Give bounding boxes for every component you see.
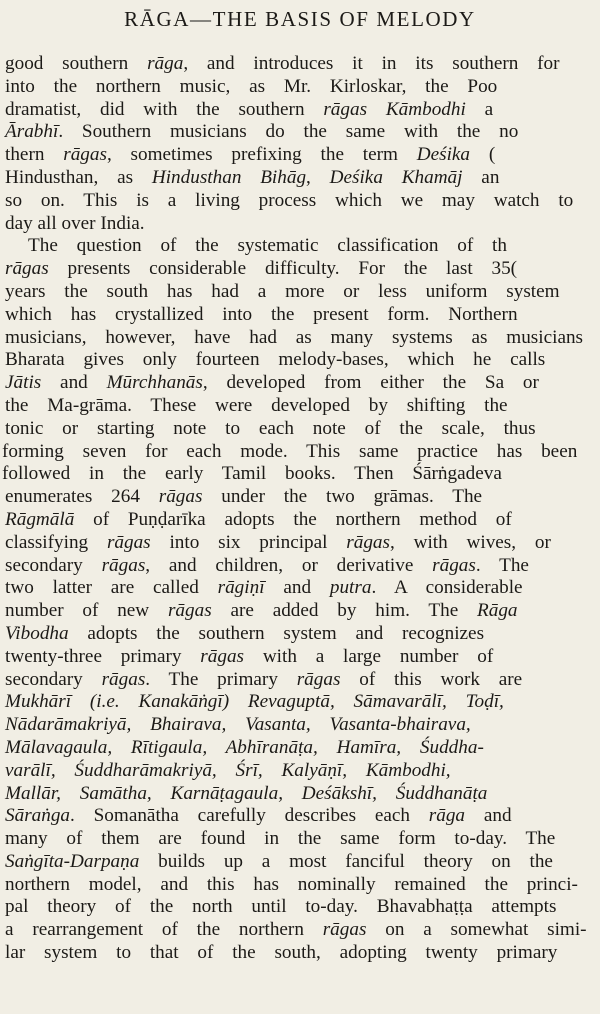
text-line: [5, 646, 600, 669]
text-line: [5, 509, 600, 532]
text-run: forming seven for each mode. This same practice has been: [2, 440, 578, 462]
text-run: and: [465, 805, 512, 827]
text-run: dramatist, did with the southern: [5, 98, 324, 120]
text-line: [5, 783, 600, 806]
text-line: [5, 372, 600, 395]
text-run: are added by him. The: [211, 600, 478, 622]
text-line: [5, 874, 600, 897]
text-run: Hindusthan, as: [5, 166, 152, 188]
italic-run: rāgas: [346, 531, 390, 553]
text-run: the Ma-grāma. These were developed by shifting the: [5, 394, 508, 416]
text-line: [5, 53, 600, 76]
text-line: [5, 532, 600, 555]
text-run: ,: [306, 166, 330, 188]
text-line: [5, 349, 600, 372]
text-line: [5, 235, 600, 258]
text-run: day all over India.: [5, 212, 145, 234]
text-line: [5, 144, 600, 167]
text-run: classifying: [5, 531, 107, 553]
italic-run: Nādarāmakriyā, Bhairava, Vasanta, Vasanta-bhairava,: [5, 714, 471, 736]
text-line: [5, 896, 600, 919]
text-run: musicians, however, have had as many systems as musicians: [5, 326, 584, 348]
text-line: [2, 441, 600, 464]
italic-run: putra: [329, 577, 372, 599]
text-line: [5, 737, 600, 760]
text-run: twenty-three primary: [5, 645, 201, 667]
text-run: many of them are found in the same form to-day. The: [5, 828, 556, 850]
text-line: [2, 463, 600, 486]
italic-run: rāgas: [432, 554, 476, 576]
text-line: [5, 805, 600, 828]
italic-run: Mūrchhanās: [106, 372, 203, 394]
italic-run: rāgas: [167, 600, 212, 622]
running-head: RĀGA—THE BASIS OF MELODY: [124, 7, 476, 31]
text-run: under the two grāmas. The: [202, 486, 483, 508]
text-run: , and children, or derivative: [145, 554, 433, 576]
text-run: with a large number of: [244, 645, 494, 667]
text-run: on a somewhat simi-: [366, 919, 587, 941]
text-run: two latter are called: [5, 577, 218, 599]
text-line: [5, 486, 600, 509]
text-run: , developed from either the Sa or: [202, 372, 539, 394]
text-run: secondary: [5, 554, 102, 576]
italic-run: rāgas: [200, 645, 245, 667]
text-run: tonic or starting note to each note of the scale, thus: [5, 417, 536, 439]
text-line: [5, 167, 600, 190]
text-line: [5, 76, 600, 99]
text-run: a: [465, 98, 494, 120]
text-run: and: [264, 577, 330, 599]
text-run: into the northern music, as Mr. Kirloskar, the Poo: [5, 75, 498, 97]
text-line: [5, 623, 600, 646]
text-line: [5, 760, 600, 783]
text-run: of Puṇḍarīka adopts the northern method of: [74, 508, 512, 530]
text-run: a rearrangement of the northern: [5, 919, 323, 941]
text-run: good southern: [5, 53, 148, 74]
text-run: years the south has had a more or less uniform system: [5, 280, 560, 302]
italic-run: rāgas: [158, 486, 203, 508]
italic-run: rāgiṇī: [217, 577, 265, 599]
italic-run: rāga: [147, 53, 184, 74]
italic-run: rāgas Kāmbodhi: [323, 98, 466, 120]
italic-run: Mallār, Samātha, Karnāṭagaula, Deśākshī, Śuddhanāṭa: [5, 782, 488, 804]
italic-run: Mukhārī (i.e. Kanakāṅgī) Revaguptā, Sāmavarālī, Toḍī,: [5, 691, 504, 713]
italic-run: rāgas: [106, 531, 151, 553]
text-run: enumerates 264: [5, 486, 159, 508]
text-run: secondary: [5, 668, 102, 690]
text-line: [5, 577, 600, 600]
text-line: [5, 190, 600, 213]
italic-run: Saṅgīta-Darpaṇa: [5, 850, 140, 872]
text-run: northern model, and this has nominally remained the princi-: [5, 873, 578, 895]
text-run: . A considerable: [371, 577, 523, 599]
text-line: [5, 213, 600, 236]
italic-run: rāgas: [101, 554, 146, 576]
italic-run: rāga: [428, 805, 466, 827]
italic-run: Hindusthan Bihāg: [151, 166, 307, 188]
italic-run: Mālavagaula, Rītigaula, Abhīranāṭa, Hamīra, Śuddha-: [5, 736, 484, 758]
text-line: [5, 121, 600, 144]
italic-run: rāgas: [322, 919, 367, 941]
text-run: The question of the systematic classification of th: [28, 235, 507, 257]
text-line: [5, 395, 600, 418]
text-run: . The primary: [145, 668, 297, 690]
text-run: , with wives, or: [390, 531, 551, 553]
italic-run: rāgas: [5, 258, 49, 280]
text-run: (: [470, 144, 496, 166]
text-run: into six principal: [150, 531, 347, 553]
text-run: an: [462, 166, 500, 188]
text-line: [5, 714, 600, 737]
text-run: thern: [5, 144, 64, 166]
text-run: and: [41, 372, 107, 394]
text-line: [5, 828, 600, 851]
italic-run: varālī, Śuddharāmakriyā, Śrī, Kalyāṇī, Kāmbodhi,: [5, 759, 451, 781]
text-run: Bharata gives only fourteen melody-bases, which he calls: [5, 349, 546, 371]
text-line: [5, 281, 600, 304]
text-run: of this work are: [340, 668, 523, 690]
text-run: lar system to that of the south, adopting twenty primary: [5, 942, 558, 964]
text-line: [5, 691, 600, 714]
text-run: , sometimes prefixing the term: [106, 144, 417, 166]
text-run: which has crystallized into the present form. Northern: [5, 303, 518, 325]
text-line: [5, 258, 600, 281]
text-run: . The: [475, 554, 529, 576]
text-run: so on. This is a living process which we may watch to: [5, 189, 574, 211]
text-line: [5, 919, 600, 942]
text-line: [5, 327, 600, 350]
body-text: [2, 53, 600, 965]
italic-run: Sāraṅga: [5, 805, 71, 827]
text-line: [5, 669, 600, 692]
text-run: builds up a most fanciful theory on the: [139, 850, 553, 872]
text-run: presents considerable difficulty. For the last 35(: [48, 258, 518, 280]
text-line: [5, 418, 600, 441]
text-run: number of new: [5, 600, 168, 622]
text-run: . Southern musicians do the same with the no: [58, 121, 519, 143]
text-run: . Somanātha carefully describes each: [70, 805, 429, 827]
italic-run: Rāgmālā: [5, 508, 75, 530]
text-line: [5, 600, 600, 623]
italic-run: Ārabhī: [5, 121, 59, 143]
text-run: , and introduces it in its southern for: [183, 53, 560, 74]
text-line: [5, 99, 600, 122]
text-run: followed in the early Tamil books. Then Śārṅgadeva: [2, 463, 502, 485]
italic-run: Vibodha: [5, 622, 69, 644]
italic-run: Jātis: [5, 372, 42, 394]
italic-run: Deśika: [416, 144, 471, 166]
text-line: [5, 851, 600, 874]
text-run: pal theory of the north until to-day. Bhavabhaṭṭa attempts: [5, 896, 557, 918]
text-line: [5, 555, 600, 578]
italic-run: rāgas: [296, 668, 341, 690]
text-run: adopts the southern system and recognizes: [68, 622, 485, 644]
text-line: [5, 942, 600, 965]
text-line: [5, 304, 600, 327]
italic-run: Rāga: [477, 600, 518, 622]
italic-run: rāgas: [63, 144, 107, 166]
italic-run: Deśika Khamāj: [329, 166, 463, 188]
italic-run: rāgas: [101, 668, 146, 690]
